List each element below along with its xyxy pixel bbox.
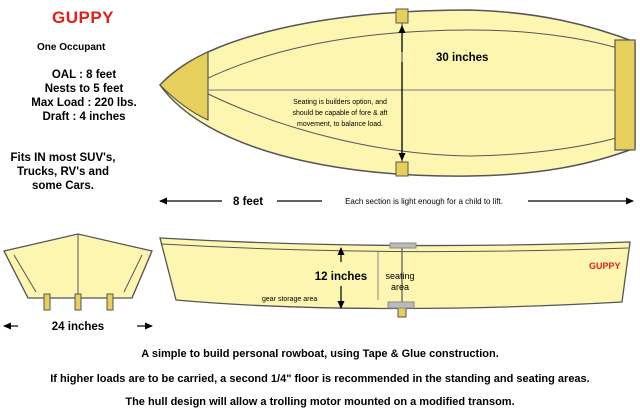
top-divider-tab-bottom	[396, 162, 408, 176]
end-view-leg-1	[44, 294, 50, 310]
depth-label: 12 inches	[314, 271, 368, 283]
side-brand-label: GUPPY	[589, 261, 621, 271]
seating-note-line-3: movement, to balance load.	[297, 121, 383, 128]
seating-label-line-2: area	[390, 282, 410, 292]
boat-title: GUPPY	[52, 8, 115, 27]
seat-top	[390, 243, 416, 248]
seating-label-line-1: seating	[385, 271, 415, 281]
top-divider-tab-top	[396, 9, 408, 23]
seating-note-line-1: Seating is builders option, and	[293, 99, 387, 106]
caption-motor-note: The hull design will allow a trolling motor mounted on a modified transom.	[125, 396, 515, 408]
top-hull-outline	[160, 10, 635, 176]
gear-storage-label: gear storage area	[262, 296, 318, 303]
spec-draft: Draft : 4 inches	[42, 111, 126, 123]
spec-max-load: Max Load : 220 lbs.	[31, 97, 137, 109]
end-view-leg-3	[107, 294, 113, 310]
end-view-leg-2	[75, 294, 81, 310]
fits-line-3: some Cars.	[31, 180, 94, 192]
top-view-hull	[160, 9, 635, 176]
caption-construction: A simple to build personal rowboat, using Tape & Glue construction.	[141, 348, 499, 360]
stern-block	[615, 40, 635, 150]
length-note: Each section is light enough for a child to lift.	[345, 197, 503, 206]
fits-line-2: Trucks, RV's and	[16, 166, 109, 178]
spec-nesting: Nests to 5 feet	[44, 83, 124, 95]
occupant-count: One Occupant	[37, 42, 106, 53]
caption-floor-note: If higher loads are to be carried, a second 1/4" floor is recommended in the standing and seating areas.	[50, 373, 590, 385]
seat-bottom	[388, 302, 414, 308]
end-view	[4, 234, 152, 333]
fits-line-1: Fits IN most SUV's,	[10, 152, 116, 164]
side-view	[160, 238, 630, 317]
seating-note-line-2: should be capable of fore & aft	[292, 110, 388, 117]
length-label: 8 feet	[233, 196, 264, 208]
width-dim-label: 30 inches	[436, 52, 489, 64]
length-dimension	[160, 196, 633, 208]
spec-oal: OAL : 8 feet	[51, 69, 117, 81]
end-width-label: 24 inches	[51, 321, 105, 333]
